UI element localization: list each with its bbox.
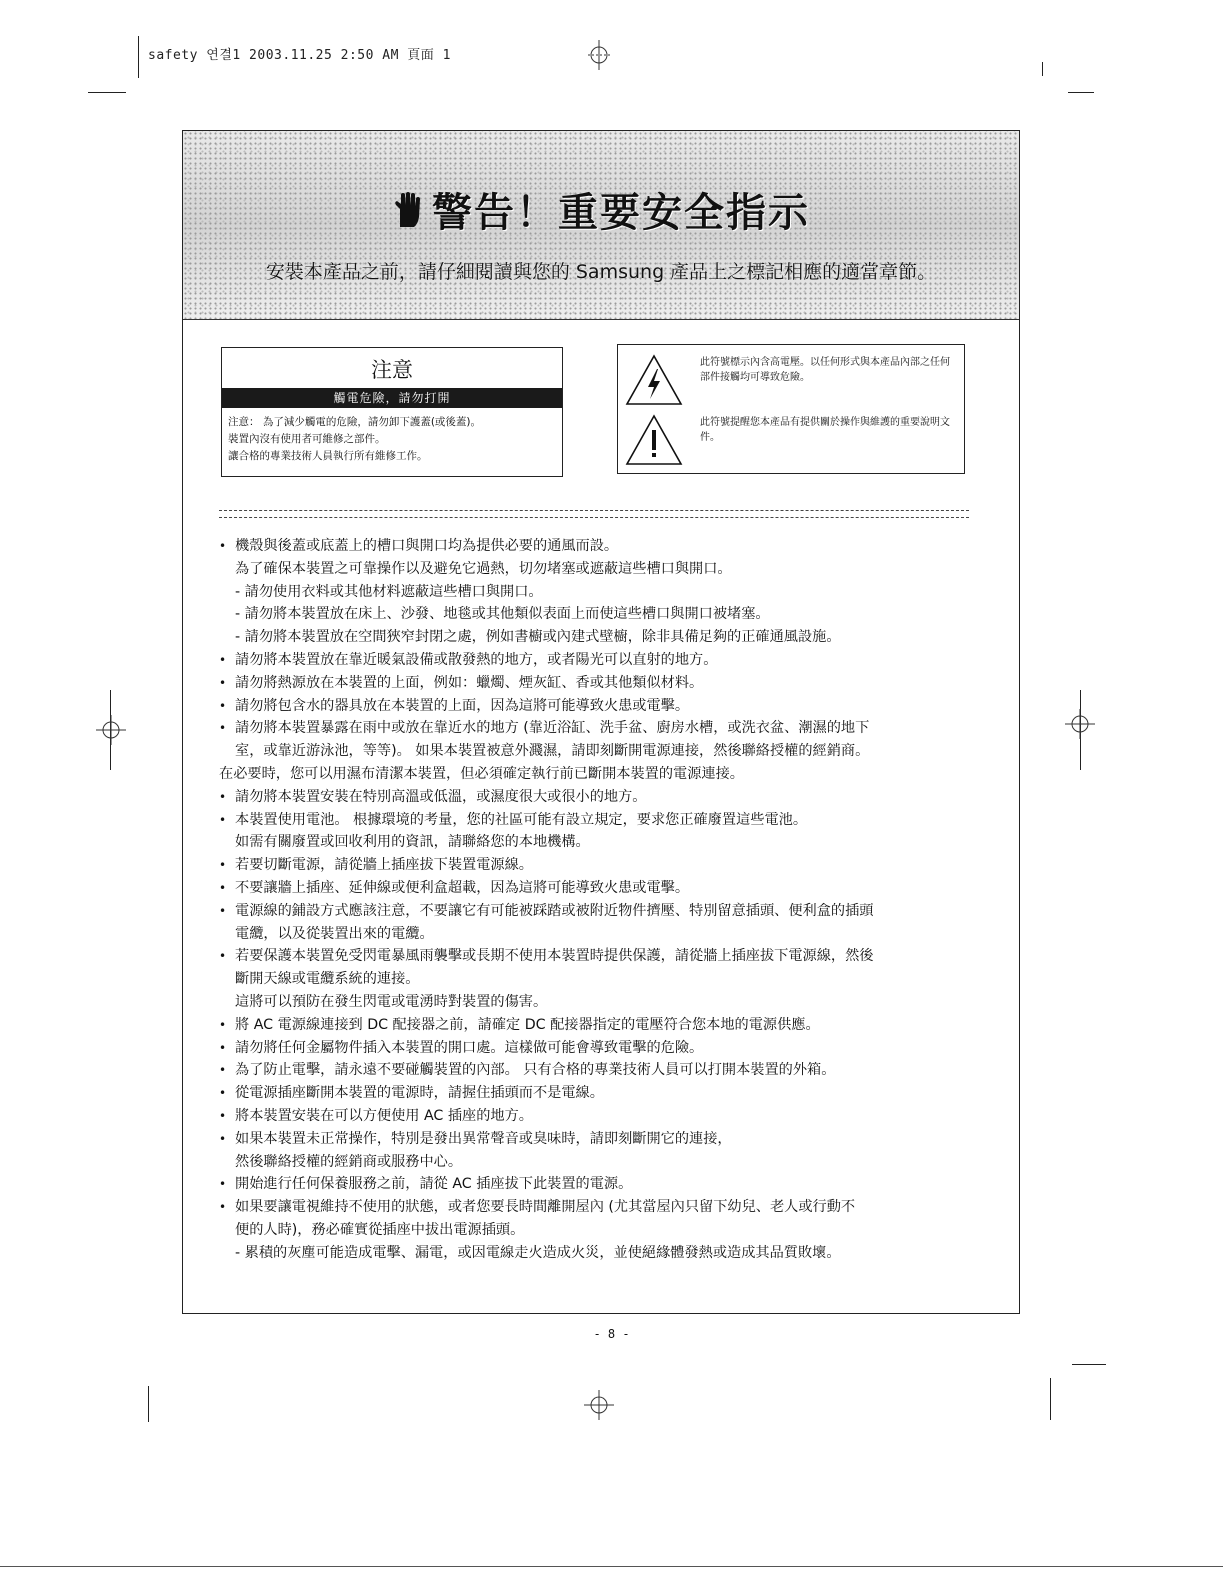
- bullet-item: • 將 AC 電源線連接到 DC 配接器之前，請確定 DC 配接器指定的電壓符合您本地的電源供應。: [219, 1014, 979, 1037]
- warning-banner: [183, 131, 1019, 320]
- bullet-continuation: - 請勿將本裝置放在床上、沙發、地毯或其他類似表面上而使這些槽口與開口被堵塞。: [235, 606, 770, 623]
- bullet-continuation: - 請勿使用衣料或其他材料遮蔽這些槽口與開口。: [235, 583, 543, 600]
- bottom-edge-rule: [0, 1566, 1223, 1567]
- bullet-continuation: 在必要時，您可以用濕布清潔本裝置，但必須確定執行前已斷開本裝置的電源連接。: [219, 765, 744, 782]
- crop-mark-bottom-right-h: [1072, 1364, 1106, 1365]
- caution-line: 注意： 為了減少觸電的危險，請勿卸下護蓋(或後蓋)。: [228, 416, 482, 428]
- bullet-continuation: 如需有關廢置或回收利用的資訊，請聯絡您的本地機構。: [235, 834, 590, 851]
- crop-mark-top-left-v: [138, 36, 139, 78]
- hand-stop-icon: [392, 191, 422, 239]
- bullet-continuation: - 累積的灰塵可能造成電擊、漏電，或因電線走火造成火災，並使絕緣體發熱或造成其品質敗壞。: [235, 1244, 841, 1261]
- exclamation-triangle-icon: [624, 413, 684, 467]
- symbol-row-voltage: [624, 353, 958, 409]
- bullet-item: • 請勿將本裝置安裝在特別高溫或低溫，或濕度很大或很小的地方。: [219, 786, 979, 809]
- registration-mark-right: [1063, 707, 1097, 741]
- registration-mark-top: [582, 38, 616, 72]
- bullet-continuation: 電纜，以及從裝置出來的電纜。: [235, 925, 434, 942]
- banner-subtitle: 安裝本產品之前，請仔細閱讀與您的 Samsung 產品上之標記相應的適當章節。: [265, 261, 937, 283]
- caution-bar: 觸電危險，請勿打開: [222, 388, 562, 408]
- bullet-item: • 機殼與後蓋或底蓋上的槽口與開口均為提供必要的通風而設。: [219, 535, 979, 558]
- bullet-item: • 不要讓牆上插座、延伸線或便利盒超載，因為這將可能導致火患或電擊。: [219, 877, 979, 900]
- bullet-item: • 請勿將熱源放在本裝置的上面，例如：蠟燭、煙灰缸、香或其他類似材料。: [219, 672, 979, 695]
- bullet-continuation: 斷開天線或電纜系統的連接。: [235, 971, 420, 988]
- bullet-continuation: - 請勿將本裝置放在空間狹窄封閉之處，例如書櫥或內建式壁櫥，除非具備足夠的正確通風設施。: [235, 629, 841, 646]
- caution-line: 裝置內沒有使用者可維修之部件。: [228, 433, 386, 445]
- caution-title: 注意: [371, 358, 413, 382]
- banner-title-text: 警告！重要安全指示: [432, 190, 810, 236]
- symbol-row-attention: [624, 413, 958, 469]
- registration-mark-bottom: [582, 1388, 616, 1422]
- divider-rule: [219, 517, 969, 518]
- bullet-item: • 若要切斷電源，請從牆上插座拔下裝置電源線。: [219, 854, 979, 877]
- bullet-item: • 若要保護本裝置免受閃電暴風雨襲擊或長期不使用本裝置時提供保護，請從牆上插座拔下電源線，然後: [219, 945, 979, 968]
- caution-line: 讓合格的專業技術人員執行所有維修工作。: [228, 450, 428, 462]
- bullet-item: • 開始進行任何保養服務之前，請從 AC 插座拔下此裝置的電源。: [219, 1173, 979, 1196]
- bullet-item: • 本裝置使用電池。 根據環境的考量，您的社區可能有設立規定，要求您正確廢置這些電池。: [219, 809, 979, 832]
- caution-lines: [222, 408, 562, 465]
- banner-title: [183, 181, 1019, 239]
- bullet-continuation: 然後聯絡授權的經銷商或服務中心。: [235, 1153, 463, 1170]
- bullet-item: • 將本裝置安裝在可以方便使用 AC 插座的地方。: [219, 1105, 979, 1128]
- bullet-continuation: 這將可以預防在發生閃電或電湧時對裝置的傷害。: [235, 993, 548, 1010]
- bullet-item: • 請勿將包含水的器具放在本裝置的上面，因為這將可能導致火患或電擊。: [219, 695, 979, 718]
- lightning-triangle-icon: [624, 353, 684, 407]
- bullet-continuation: 室，或靠近游泳池，等等)。 如果本裝置被意外濺濕，請即刻斷開電源連接，然後聯絡授權的經銷商。: [235, 743, 870, 760]
- crop-mark-bottom-right-v: [1050, 1378, 1051, 1420]
- bullet-item: • 請勿將任何金屬物件插入本裝置的開口處。這樣做可能會導致電擊的危險。: [219, 1037, 979, 1060]
- crop-mark-top-right-v: [1042, 62, 1043, 76]
- bullet-item: • 電源線的鋪設方式應該注意，不要讓它有可能被踩踏或被附近物件擠壓、特別留意插頭、便利盒的插頭: [219, 900, 979, 923]
- bullet-item: • 請勿將本裝置放在靠近暖氣設備或散發熱的地方，或者陽光可以直射的地方。: [219, 649, 979, 672]
- bullet-item: • 如果要讓電視維持不使用的狀態，或者您要長時間離開屋內 (尤其當屋內只留下幼兒、老人或行動不: [219, 1196, 979, 1219]
- print-header: safety 연결1 2003.11.25 2:50 AM 頁面 1: [148, 48, 451, 63]
- crop-mark-top-right-h: [1068, 92, 1094, 93]
- crop-mark-bottom-left-v: [148, 1386, 149, 1422]
- symbol-attention-text: 此符號提醒您本產品有提供關於操作與維護的重要說明文件。: [700, 417, 950, 443]
- bullet-item: • 如果本裝置未正常操作，特別是發出異常聲音或臭味時，請即刻斷開它的連接，: [219, 1128, 979, 1151]
- registration-mark-left: [94, 713, 128, 747]
- divider-rule: [219, 510, 969, 511]
- symbol-legend-box: [617, 344, 965, 474]
- bullet-item: • 從電源插座斷開本裝置的電源時，請握住插頭而不是電線。: [219, 1082, 979, 1105]
- bullet-item: • 為了防止電擊，請永遠不要碰觸裝置的內部。 只有合格的專業技術人員可以打開本裝置的外箱。: [219, 1059, 979, 1082]
- bullet-item: • 請勿將本裝置暴露在雨中或放在靠近水的地方 (靠近浴缸、洗手盆、廚房水槽，或洗衣盆、潮濕的地下: [219, 717, 979, 740]
- page-number: - 8 -: [593, 1327, 630, 1341]
- bullet-continuation: 為了確保本裝置之可靠操作以及避免它過熱，切勿堵塞或遮蔽這些槽口與開口。: [235, 560, 732, 577]
- crop-mark-top-left-h: [88, 92, 126, 93]
- page-frame: [182, 130, 1020, 1314]
- symbol-voltage-text: 此符號標示內含高電壓。以任何形式與本產品內部之任何部件接觸均可導致危險。: [700, 357, 950, 383]
- safety-instructions-list: [219, 535, 979, 1265]
- bullet-continuation: 便的人時)，務必確實從插座中拔出電源插頭。: [235, 1221, 525, 1238]
- caution-box: [221, 347, 563, 477]
